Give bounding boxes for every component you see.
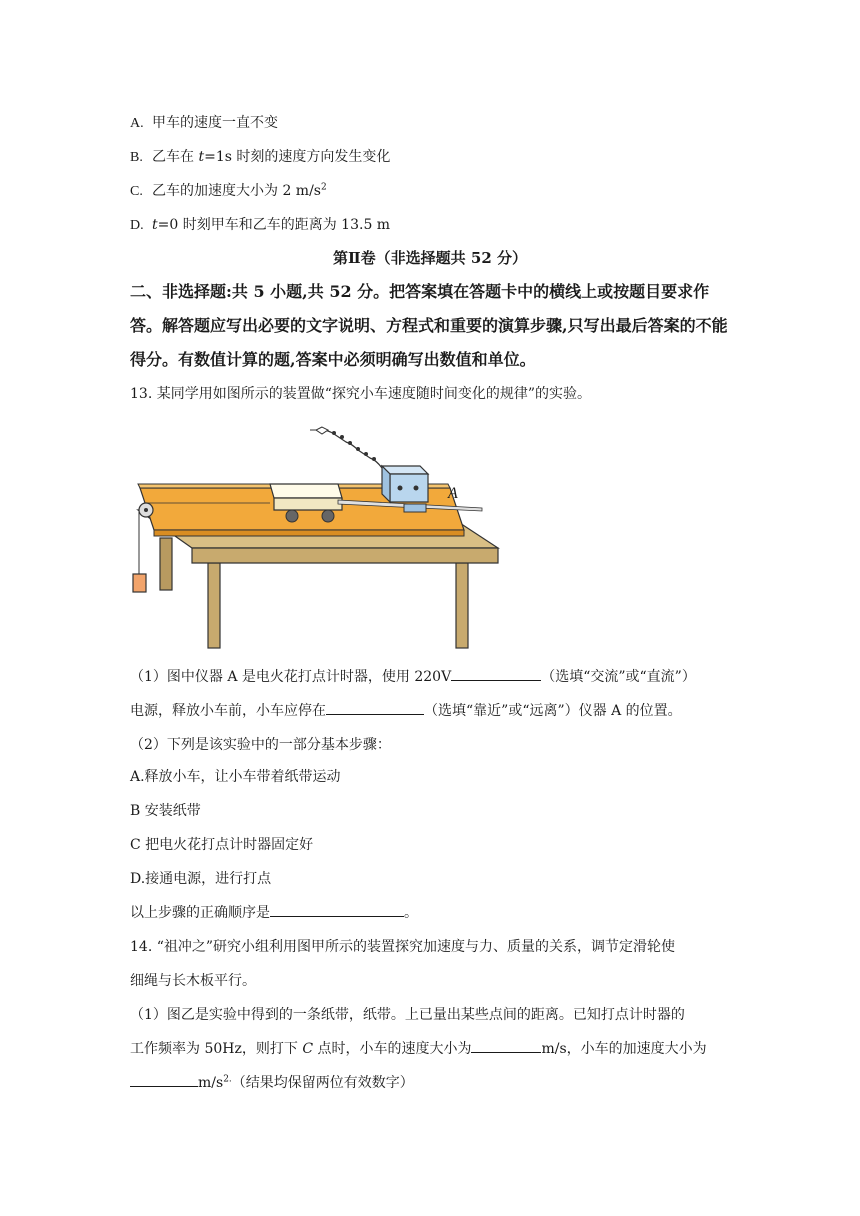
- text-segment: m/s: [198, 1075, 224, 1091]
- option-key: D.: [130, 218, 144, 233]
- option-text: 甲车的速度一直不变: [152, 115, 278, 131]
- question-14-part-1-line-2: [130, 1038, 707, 1058]
- option-b: [130, 146, 390, 166]
- experiment-apparatus-figure: [130, 418, 510, 657]
- step-item: C 把电火花打点计时器固定好: [130, 837, 314, 853]
- answer-blank-4[interactable]: [471, 1038, 541, 1053]
- text-segment: （结果均保留两位有效数字）: [231, 1075, 414, 1091]
- answer-blank-1[interactable]: [451, 666, 541, 681]
- option-text: =1s 时刻的速度方向发生变化: [204, 149, 391, 165]
- question-14-stem-line-2: 细绳与长木板平行。: [130, 973, 256, 989]
- text-segment: m/s，小车的加速度大小为: [541, 1041, 707, 1057]
- option-key: A.: [130, 116, 144, 131]
- apparatus-illustration: [130, 418, 510, 653]
- option-c: [130, 180, 327, 200]
- question-13-order: [130, 902, 418, 922]
- text-segment: 以上步骤的正确顺序是: [130, 905, 270, 921]
- answer-blank-5[interactable]: [130, 1072, 198, 1087]
- section-instructions: 二、非选择题:共 5 小题,共 52 分。把答案填在答题卡中的横线上或按题目要求作答。解答题应写出必要的文字说明、方程式和重要的演算步骤,只写出最后答案的不能得分。有数值计算的题,答案中必须明确写出数值和单位。: [130, 282, 728, 369]
- instrument-label-a: A: [448, 485, 458, 502]
- step-item: A.释放小车，让小车带着纸带运动: [130, 769, 341, 785]
- question-13-stem: 13. 某同学用如图所示的装置做“探究小车速度随时间变化的规律”的实验。: [130, 386, 592, 402]
- question-14-stem-line-1: 14. “祖冲之”研究小组利用图甲所示的装置探究加速度与力、质量的关系，调节定滑轮使: [130, 939, 676, 955]
- text-segment: （选填“交流”或“直流”）: [541, 669, 696, 685]
- text-segment: （1）图中仪器 A 是电火花打点计时器，使用 220V: [130, 669, 452, 685]
- option-text: 乙车在: [152, 149, 199, 165]
- option-key: B.: [130, 150, 143, 165]
- superscript: 2.: [223, 1074, 232, 1085]
- text-segment: 点时，小车的速度大小为: [313, 1041, 472, 1057]
- question-13-part-1-line-1: [130, 666, 696, 686]
- text-segment: 电源，释放小车前，小车应停在: [130, 703, 326, 719]
- section-title: 第Ⅱ卷（非选择题共 52 分）: [333, 249, 527, 267]
- step-item: B 安装纸带: [130, 803, 201, 819]
- option-text: 乙车的加速度大小为 2 m/s: [152, 183, 321, 199]
- option-a: [130, 112, 278, 132]
- option-d: [130, 214, 390, 234]
- question-13-part-1-line-2: [130, 700, 682, 720]
- variable-t: t: [152, 217, 158, 233]
- text-segment: （选填“靠近”或“远离”）仪器 A 的位置。: [424, 703, 682, 719]
- text-segment: 。: [404, 905, 418, 921]
- question-13-part-2: （2）下列是该实验中的一部分基本步骤：: [130, 737, 391, 753]
- variable-t: t: [198, 149, 205, 165]
- superscript: 2: [320, 182, 327, 193]
- answer-blank-2[interactable]: [326, 700, 424, 715]
- variable-c: C: [302, 1041, 314, 1057]
- option-key: C.: [130, 184, 143, 199]
- answer-blank-3[interactable]: [270, 902, 404, 917]
- text-segment: 工作频率为 50Hz，则打下: [130, 1041, 303, 1057]
- step-item: D.接通电源，进行打点: [130, 871, 272, 887]
- option-text: =0 时刻甲车和乙车的距离为 13.5 m: [157, 217, 391, 233]
- question-14-part-1-line-1: （1）图乙是实验中得到的一条纸带，纸带。上已量出某些点间的距离。已知打点计时器的: [130, 1007, 685, 1023]
- question-14-part-1-line-3: [130, 1072, 414, 1092]
